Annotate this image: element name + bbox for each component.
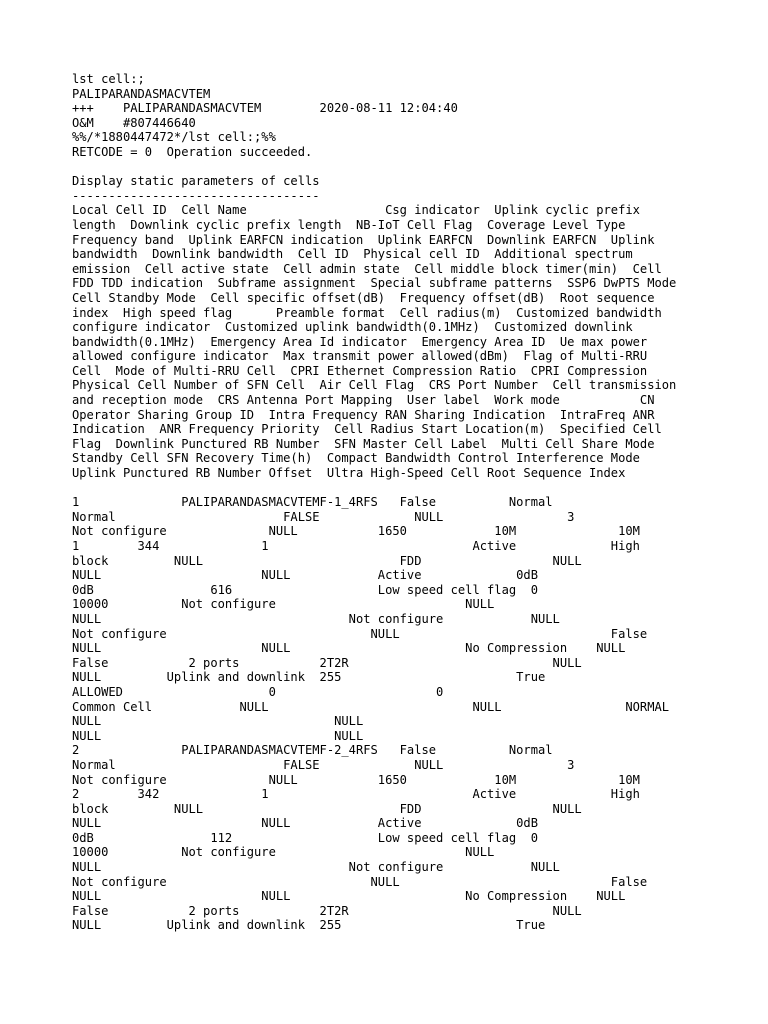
output-line: bandwidth Downlink bandwidth Cell ID Physical cell ID Additional spectrum	[72, 247, 633, 262]
output-line: %%/*1880447472*/lst cell:;%%	[72, 130, 276, 145]
output-line: block NULL FDD NULL	[72, 553, 582, 568]
output-line: 0dB 112 Low speed cell flag 0	[72, 830, 538, 845]
output-line: Operator Sharing Group ID Intra Frequency RAN Sharing Indication IntraFreq ANR	[72, 407, 655, 422]
output-line: False 2 ports 2T2R NULL	[72, 903, 582, 918]
output-line: and reception mode CRS Antenna Port Mapping User label Work mode CN	[72, 393, 655, 408]
output-line: FDD TDD indication Subframe assignment Special subframe patterns SSP6 DwPTS Mode	[72, 276, 677, 291]
output-line: 1 344 1 Active High	[72, 539, 640, 553]
output-line: ALLOWED 0 0	[72, 684, 444, 699]
output-line: index High speed flag Preamble format Cell radius(m) Customized bandwidth	[72, 305, 662, 320]
output-line: Flag Downlink Punctured RB Number SFN Master Cell Label Multi Cell Share Mode	[72, 436, 655, 451]
output-line: NULL Not configure NULL	[72, 611, 560, 626]
output-line: 10000 Not configure NULL	[72, 597, 495, 612]
output-line: 10000 Not configure NULL	[72, 845, 495, 860]
output-line: Not configure NULL 1650 10M 10M	[72, 524, 640, 539]
output-line: NULL NULL No Compression NULL	[72, 889, 626, 904]
output-line: RETCODE = 0 Operation succeeded.	[72, 144, 313, 159]
output-line: ----------------------------------	[72, 188, 320, 203]
output-line: Indication ANR Frequency Priority Cell Radius Start Location(m) Specified Cell	[72, 422, 662, 437]
output-line: Common Cell NULL NULL NORMAL	[72, 699, 670, 714]
output-line: Physical Cell Number of SFN Cell Air Cell Flag CRS Port Number Cell transmission	[72, 378, 677, 393]
output-line: Display static parameters of cells	[72, 174, 320, 189]
output-line: Local Cell ID Cell Name Csg indicator Uplink cyclic prefix	[72, 203, 640, 218]
output-line	[72, 481, 712, 496]
output-line	[72, 160, 712, 175]
output-line: NULL NULL No Compression NULL	[72, 641, 626, 656]
output-line: Not configure NULL False	[72, 626, 648, 641]
output-line: Standby Cell SFN Recovery Time(h) Compact Bandwidth Control Interference Mode	[72, 451, 640, 466]
output-line: NULL NULL	[72, 728, 364, 743]
output-line: configure indicator Customized uplink bandwidth(0.1MHz) Customized downlink	[72, 320, 633, 335]
output-line: 1 PALIPARANDASMACVTEMF-1_4RFS False Normal	[72, 495, 553, 510]
output-line: NULL NULL Active 0dB	[72, 568, 538, 583]
output-line: Uplink Punctured RB Number Offset Ultra High-Speed Cell Root Sequence Index	[72, 466, 626, 481]
output-line: bandwidth(0.1MHz) Emergency Area Id indicator Emergency Area ID Ue max power	[72, 334, 648, 349]
output-line: NULL Not configure NULL	[72, 860, 560, 875]
output-line: Frequency band Uplink EARFCN indication Uplink EARFCN Downlink EARFCN Uplink	[72, 232, 655, 247]
output-line: +++ PALIPARANDASMACVTEM 2020-08-11 12:04:40	[72, 101, 458, 116]
output-line: lst cell:;	[72, 72, 145, 86]
output-line: Not configure NULL False	[72, 874, 648, 889]
output-line: block NULL FDD NULL	[72, 801, 582, 816]
output-line: Cell Mode of Multi-RRU Cell CPRI Ethernet Compression Ratio CPRI Compression	[72, 363, 648, 378]
output-line: PALIPARANDASMACVTEM	[72, 86, 211, 101]
output-line: O&M #807446640	[72, 115, 196, 130]
output-line: Normal FALSE NULL 3	[72, 757, 575, 772]
output-line: 0dB 616 Low speed cell flag 0	[72, 582, 538, 597]
output-line: Normal FALSE NULL 3	[72, 509, 575, 524]
output-line: Cell Standby Mode Cell specific offset(dB) Frequency offset(dB) Root sequence	[72, 290, 655, 305]
output-line: Not configure NULL 1650 10M 10M	[72, 772, 640, 787]
output-line: NULL NULL	[72, 714, 364, 729]
output-line: length Downlink cyclic prefix length NB-IoT Cell Flag Coverage Level Type	[72, 217, 626, 232]
output-line: 2 PALIPARANDASMACVTEMF-2_4RFS False Normal	[72, 743, 553, 758]
output-line: False 2 ports 2T2R NULL	[72, 655, 582, 670]
output-line: NULL Uplink and downlink 255 True	[72, 918, 546, 933]
command-output-document	[72, 72, 712, 933]
output-line: emission Cell active state Cell admin state Cell middle block timer(min) Cell	[72, 261, 662, 276]
output-line: NULL NULL Active 0dB	[72, 816, 538, 831]
output-line: NULL Uplink and downlink 255 True	[72, 670, 546, 685]
output-line: allowed configure indicator Max transmit power allowed(dBm) Flag of Multi-RRU	[72, 349, 648, 364]
output-line: 2 342 1 Active High	[72, 787, 640, 802]
